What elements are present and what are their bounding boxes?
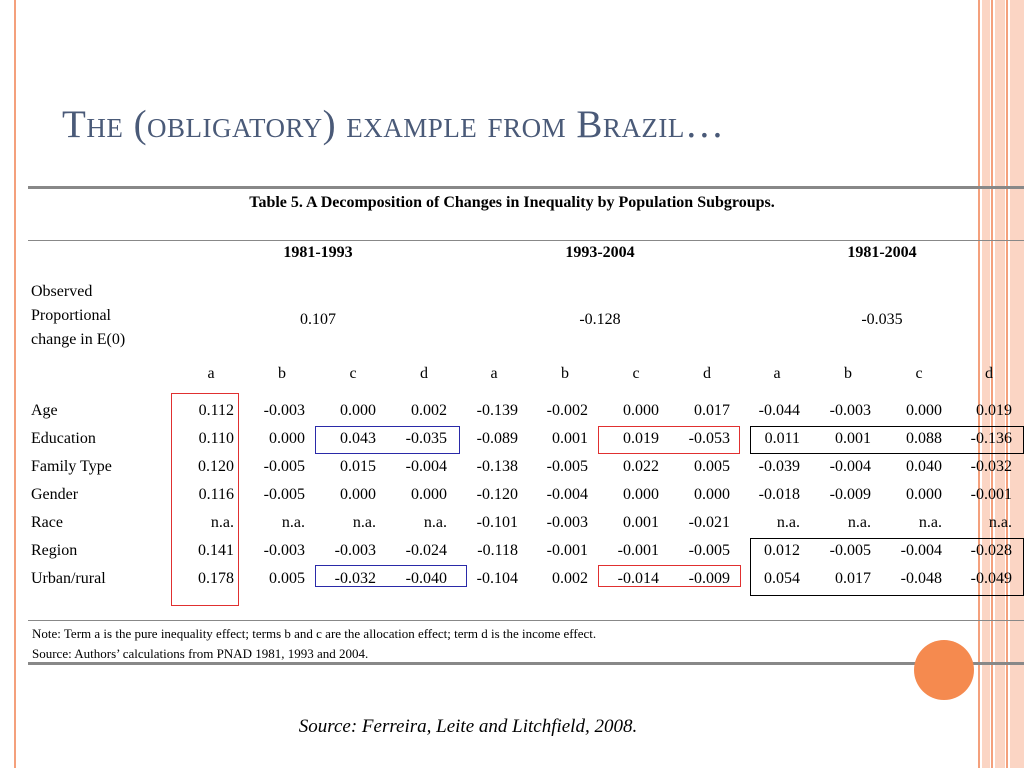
observed-value: 0.107 [300,311,336,328]
decor-stripe [982,0,990,768]
table-cell: -0.032 [334,570,376,587]
left-decor-line [14,0,16,768]
table-cell: -0.104 [476,570,518,587]
table-cell: 0.110 [198,430,234,447]
table-cell: 0.002 [552,570,588,587]
highlight-box-red-age-a [171,393,239,606]
table-cell: 0.019 [623,430,659,447]
observed-value: -0.035 [861,311,903,328]
highlight-box-black-region-urban [750,538,1024,596]
table-cell: -0.003 [546,514,588,531]
table-cell: n.a. [918,514,942,531]
table-cell: -0.001 [546,542,588,559]
row-label: Age [31,402,58,419]
table-cell: -0.138 [476,458,518,475]
table-cell: 0.001 [552,430,588,447]
table-cell: 0.017 [835,570,871,587]
table-cell: 0.043 [340,430,376,447]
table-cell: 0.019 [976,402,1012,419]
table-cell: -0.044 [758,402,800,419]
slide-title: The (obligatory) example from Brazil… [62,103,725,146]
table-cell: -0.039 [758,458,800,475]
table-cell: 0.000 [340,486,376,503]
row-label: Family Type [31,458,112,475]
period-header: 1981-2004 [847,244,917,261]
table-cell: 0.000 [269,430,305,447]
table-cell: 0.001 [623,514,659,531]
term-header: d [420,365,428,382]
table-cell: 0.120 [198,458,234,475]
observed-value: -0.128 [579,311,621,328]
table-cell: -0.136 [970,430,1012,447]
table-cell: -0.048 [900,570,942,587]
table-cell: -0.005 [546,458,588,475]
table-cell: 0.116 [198,486,234,503]
table-cell: -0.005 [688,542,730,559]
table-cell: 0.000 [623,486,659,503]
table-cell: -0.004 [546,486,588,503]
table-cell: -0.005 [263,486,305,503]
table-cell: n.a. [281,514,305,531]
table-cell: 0.178 [198,570,234,587]
table-cell: 0.000 [906,402,942,419]
table-cell: 0.000 [694,486,730,503]
table-cell: 0.040 [906,458,942,475]
table-cell: -0.139 [476,402,518,419]
table-cell: -0.028 [970,542,1012,559]
table-cell: -0.003 [829,402,871,419]
row-label: Region [31,542,78,559]
row-label: Urban/rural [31,570,106,587]
table-bottom-rule [28,662,1024,665]
row-label: Gender [31,486,79,503]
highlight-box-red-urban [598,565,741,587]
row-label: Race [31,514,63,531]
observed-label: change in E(0) [31,331,126,348]
table-cell: 0.015 [340,458,376,475]
highlight-box-blue-urban [315,565,467,587]
table-cell: n.a. [210,514,234,531]
term-header: a [207,365,215,382]
table-cell: -0.001 [617,542,659,559]
table-cell: 0.002 [411,402,447,419]
table-note: Note: Term a is the pure inequality effect; terms b and c are the allocation effect; term d is the income effect. [32,626,597,641]
table-cell: -0.009 [688,570,730,587]
table-cell: 0.012 [764,542,800,559]
table-cell: -0.021 [688,514,730,531]
decor-stripe [991,0,993,768]
term-header: a [490,365,498,382]
table-cell: -0.005 [263,458,305,475]
table-cell: 0.141 [198,542,234,559]
term-header: c [915,365,923,382]
table-cell: 0.054 [764,570,800,587]
highlight-box-blue-education [315,426,460,454]
table-cell: -0.004 [829,458,871,475]
table-cell: -0.004 [900,542,942,559]
highlight-box-red-education [598,426,740,454]
table-cell: n.a. [423,514,447,531]
term-header: a [773,365,781,382]
decor-stripe [1006,0,1008,768]
table-cell: 0.005 [269,570,305,587]
table-cell: 0.005 [694,458,730,475]
table-cell: -0.053 [688,430,730,447]
term-header: b [561,365,569,382]
table-cell: -0.003 [263,402,305,419]
slide-source-citation: Source: Ferreira, Leite and Litchfield, 2008. [298,716,638,737]
table-source-note: Source: Authors’ calculations from PNAD 1981, 1993 and 2004. [32,646,369,661]
table-cell: -0.118 [477,542,518,559]
table-cell: n.a. [352,514,376,531]
term-header: c [349,365,357,382]
table-cell: -0.089 [476,430,518,447]
table-cell: -0.014 [617,570,659,587]
table-cell: 0.022 [623,458,659,475]
table-cell: 0.000 [340,402,376,419]
table-cell: -0.018 [758,486,800,503]
table-top-rule [28,186,1024,189]
table-cell: -0.049 [970,570,1012,587]
table-cell: n.a. [776,514,800,531]
table-cell: 0.000 [411,486,447,503]
table-cell: n.a. [847,514,871,531]
table-cell: 0.000 [906,486,942,503]
table-cell: -0.032 [970,458,1012,475]
table-cell: 0.017 [694,402,730,419]
table-cell: 0.000 [623,402,659,419]
table-cell: 0.011 [764,430,800,447]
table-cell: -0.009 [829,486,871,503]
term-header: d [985,365,993,382]
orange-circle-decor [914,640,974,700]
observed-label: Proportional [31,307,111,324]
period-header: 1993-2004 [565,244,635,261]
caption-rule [28,240,1024,241]
table-cell: -0.003 [263,542,305,559]
decor-stripe [1010,0,1024,768]
table-cell: 0.088 [906,430,942,447]
table-cell: -0.003 [334,542,376,559]
observed-label: Observed [31,283,93,300]
table-cell: 0.001 [835,430,871,447]
term-header: b [844,365,852,382]
term-header: d [703,365,711,382]
term-header: b [278,365,286,382]
table-cell: -0.001 [970,486,1012,503]
table-caption: Table 5. A Decomposition of Changes in Inequality by Population Subgroups. [249,194,775,211]
decor-stripe [995,0,1005,768]
period-header: 1981-1993 [283,244,353,261]
table-cell: -0.101 [476,514,518,531]
notes-top-rule [28,620,1024,621]
table-cell: -0.004 [405,458,447,475]
table-cell: -0.035 [405,430,447,447]
table-cell: -0.005 [829,542,871,559]
table-cell: -0.040 [405,570,447,587]
row-label: Education [31,430,96,447]
table-cell: -0.002 [546,402,588,419]
table-cell: 0.112 [198,402,234,419]
table-cell: -0.024 [405,542,447,559]
term-header: c [632,365,640,382]
highlight-box-black-education [750,426,1024,454]
decor-stripe [978,0,980,768]
table-cell: -0.120 [476,486,518,503]
table-cell: n.a. [988,514,1012,531]
